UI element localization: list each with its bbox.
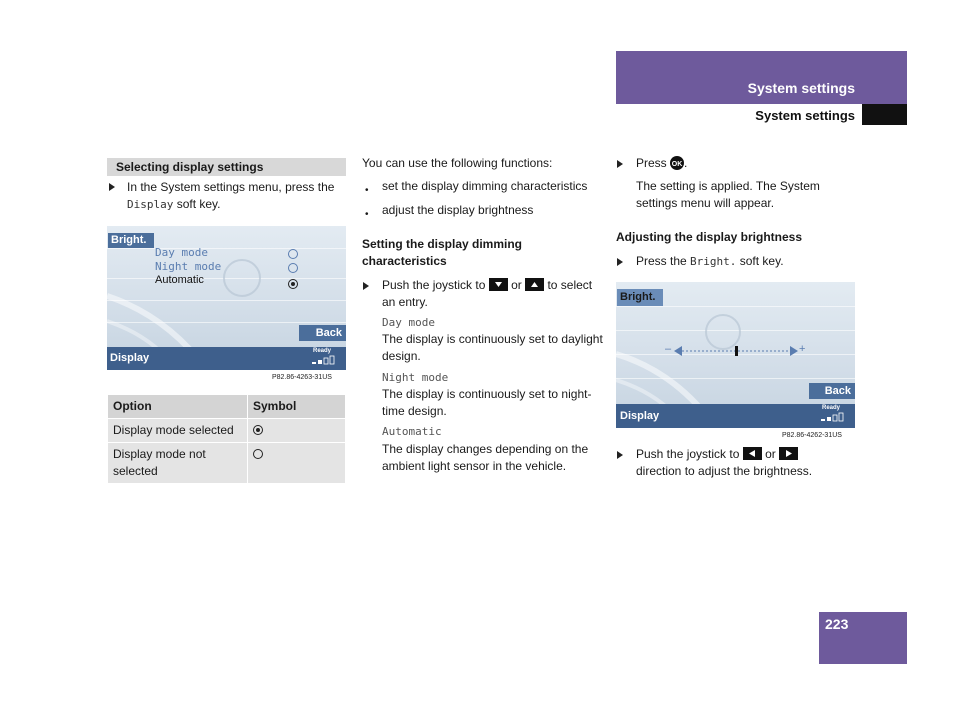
signal-strength-icon	[821, 412, 851, 422]
radio-selected-icon	[288, 279, 298, 289]
sub-heading-dimming: Setting the display dimming characteristics	[362, 237, 523, 268]
step-text-end: to select an entry.	[382, 278, 593, 309]
sub-heading-brightness: Adjusting the display brightness	[616, 230, 803, 244]
display-screen-dimming	[107, 226, 346, 370]
menu-item-day-mode[interactable]: Day mode	[155, 246, 208, 259]
joystick-left-icon	[743, 447, 762, 460]
or-text: or	[511, 278, 522, 292]
radio-unselected-icon	[253, 449, 263, 459]
step-arrow-icon	[109, 183, 115, 191]
step-text: In the System settings menu, press the	[127, 180, 335, 194]
bullet-icon: •	[365, 209, 369, 220]
ok-button-icon	[670, 156, 684, 170]
mode-desc-day: The display is continuously set to daylight design.	[382, 332, 603, 363]
radio-selected-icon	[253, 425, 263, 435]
status-label: Display	[110, 352, 150, 364]
bullet-icon: •	[365, 185, 369, 196]
step-arrow-icon	[363, 282, 369, 290]
step-text: Push the joystick to	[636, 447, 740, 461]
menu-item-automatic[interactable]: Automatic	[155, 274, 204, 286]
minus-label: –	[665, 343, 672, 355]
joystick-right-icon	[779, 447, 798, 460]
status-bar	[107, 347, 346, 370]
mode-desc-automatic: The display changes depending on the ambient light sensor in the vehicle.	[382, 442, 589, 473]
mode-name-night: Night mode	[382, 371, 449, 384]
back-softkey[interactable]: Back	[809, 383, 855, 399]
or-text: or	[765, 447, 776, 461]
step-text-end: direction to adjust the brightness.	[636, 464, 813, 478]
step-text: Press the	[636, 254, 687, 268]
intro-text: You can use the following functions:	[362, 156, 553, 170]
joystick-step	[382, 277, 604, 311]
mode-name-day: Day mode	[382, 316, 435, 329]
table-header-option: Option	[108, 395, 248, 419]
step-text: Press	[636, 156, 667, 170]
brightness-slider[interactable]	[674, 344, 798, 358]
table-header-symbol: Symbol	[248, 395, 346, 419]
page-header-subtitle: System settings	[755, 108, 855, 123]
page-number: 223	[825, 616, 849, 632]
page-header-title: System settings	[747, 80, 855, 96]
back-softkey[interactable]: Back	[299, 325, 346, 341]
bullet-item: adjust the display brightness	[382, 203, 534, 217]
figure-caption: P82.86-4263-31US	[272, 374, 332, 381]
radio-unselected-icon	[288, 263, 298, 273]
brightness-slider-handle[interactable]	[735, 346, 738, 356]
header-bar	[616, 51, 907, 104]
signal-strength-icon	[312, 355, 342, 365]
plus-label: +	[799, 343, 806, 355]
figure-caption: P82.86-4262-31US	[782, 432, 842, 439]
bright-softkey[interactable]: Bright.	[617, 289, 663, 306]
step-text: Push the joystick to	[382, 278, 486, 292]
joystick-brightness-step	[636, 446, 856, 480]
status-bar	[616, 404, 855, 428]
mode-desc-night: The display is continuously set to night-time design.	[382, 387, 592, 418]
section-title: Selecting display settings	[107, 158, 346, 176]
step-text-end: soft key.	[739, 254, 784, 268]
ready-label: Ready	[313, 348, 332, 354]
radio-unselected-icon	[288, 249, 298, 259]
joystick-down-icon	[489, 278, 508, 291]
table-cell-symbol	[248, 419, 346, 443]
table-row	[108, 419, 346, 443]
joystick-up-icon	[525, 278, 544, 291]
press-ok-step: Press OK .	[636, 156, 688, 170]
display-screen-brightness	[616, 282, 855, 428]
table-cell-symbol	[248, 443, 346, 484]
softkey-name: Display	[127, 198, 174, 211]
bright-step	[636, 253, 784, 270]
status-label: Display	[620, 410, 660, 422]
table-cell-option: Display mode not selected	[108, 443, 248, 484]
step-arrow-icon	[617, 160, 623, 168]
step-arrow-icon	[617, 451, 623, 459]
ok-label: OK	[671, 161, 683, 168]
softkey-name: Bright.	[690, 255, 737, 268]
options-table	[107, 394, 346, 484]
step-arrow-icon	[617, 258, 623, 266]
table-header-row	[108, 395, 346, 419]
step-text-end: soft key.	[176, 197, 221, 211]
bullet-item: set the display dimming characteristics	[382, 179, 588, 193]
bright-softkey[interactable]: Bright.	[108, 233, 154, 248]
step-instruction	[127, 179, 349, 213]
menu-item-night-mode[interactable]: Night mode	[155, 260, 222, 273]
table-cell-option: Display mode selected	[108, 419, 248, 443]
press-ok-note: The setting is applied. The System settings menu will appear.	[636, 179, 820, 210]
header-marker-block	[862, 104, 907, 125]
table-row	[108, 443, 346, 484]
ready-label: Ready	[822, 405, 841, 411]
mode-name-automatic: Automatic	[382, 425, 442, 438]
